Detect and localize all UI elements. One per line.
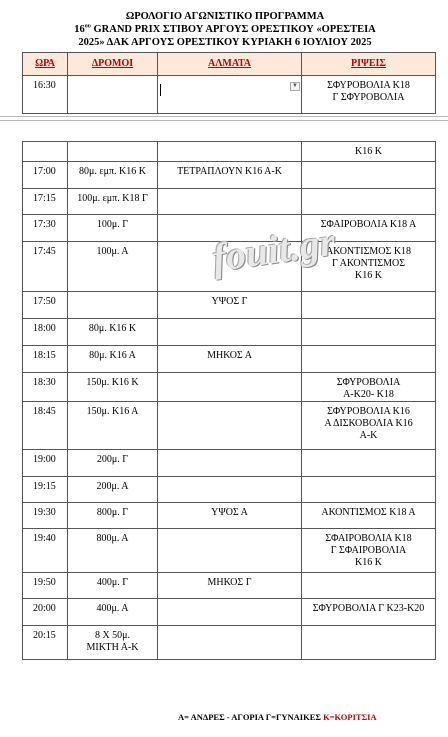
throws-cell xyxy=(302,292,436,319)
table-row xyxy=(23,373,436,402)
runs-cell: 150μ. Κ16 Α xyxy=(68,402,158,450)
legend xyxy=(178,712,377,722)
time-cell: 18:45 xyxy=(23,402,68,450)
time-cell: 19:40 xyxy=(23,529,68,573)
runs-cell: 80μ. Κ16 Κ xyxy=(68,319,158,346)
throws-cell: ΣΦΥΡΟΒΟΛΙΑ Γ Κ23-Κ20 xyxy=(302,599,436,626)
jumps-cell xyxy=(158,319,302,346)
throws-cell xyxy=(302,346,436,373)
schedule-table xyxy=(22,141,436,660)
throws-cell: ΣΦΥΡΟΒΟΛΙΑ Κ18 Γ ΣΦΥΡΟΒΟΛΙΑ xyxy=(302,76,436,114)
table-row xyxy=(23,346,436,373)
legend-men: Α= ΑΝΔΡΕΣ - ΑΓΟΡΙΑ xyxy=(178,712,264,722)
jumps-cell xyxy=(158,402,302,450)
time-cell: 17:30 xyxy=(23,215,68,242)
table-row xyxy=(23,477,436,503)
jumps-cell: ΥΨΟΣ Γ xyxy=(158,292,302,319)
jumps-cell xyxy=(158,373,302,402)
runs-cell xyxy=(68,76,158,114)
table-row xyxy=(23,162,436,189)
runs-cell: 100μ. εμπ. Κ18 Γ xyxy=(68,189,158,215)
time-cell: 16:30 xyxy=(23,76,68,114)
time-cell: 18:30 xyxy=(23,373,68,402)
time-cell: 17:15 xyxy=(23,189,68,215)
time-cell: 18:15 xyxy=(23,346,68,373)
table-row xyxy=(23,503,436,529)
time-cell: 17:45 xyxy=(23,242,68,292)
time-cell: 19:30 xyxy=(23,503,68,529)
table-row xyxy=(23,189,436,215)
dropdown-arrow-icon[interactable]: ▼ xyxy=(290,82,300,91)
time-cell: 19:00 xyxy=(23,450,68,477)
jumps-cell xyxy=(158,626,302,660)
title-line-1: ΩΡΟΛΟΓΙΟ ΑΓΩΝΙΣΤΙΚΟ ΠΡΟΓΡΑΜΜΑ xyxy=(125,11,325,22)
time-cell xyxy=(23,142,68,162)
time-cell: 20:15 xyxy=(23,626,68,660)
legend-women: Γ=ΓΥΝΑΙΚΕΣ xyxy=(265,712,321,722)
runs-cell: 200μ. Α xyxy=(68,477,158,503)
jumps-cell: ΥΨΟΣ Α xyxy=(158,503,302,529)
column-header-time: ΩΡΑ xyxy=(23,53,68,76)
table-row xyxy=(23,599,436,626)
jumps-cell xyxy=(158,599,302,626)
throws-cell xyxy=(302,162,436,189)
runs-cell: 400μ. Α xyxy=(68,599,158,626)
runs-cell: 100μ. Α xyxy=(68,242,158,292)
runs-cell: 100μ. Γ xyxy=(68,215,158,242)
time-cell: 17:50 xyxy=(23,292,68,319)
page-divider xyxy=(0,116,448,117)
title-line-2: $16^{o\upsilon}$ GRAND PRIX ΣΤΙΒΟΥ ΑΡΓΟΥΣ ΟΡΕΣΤΙΚΟΥ «ΟΡΕΣΤΕΙΑ xyxy=(74,23,376,35)
jumps-cell: ΜΗΚΟΣ Α xyxy=(158,346,302,373)
table-row xyxy=(23,142,436,162)
jumps-cell: ΜΗΚΟΣ Γ xyxy=(158,573,302,599)
table-row xyxy=(23,76,436,114)
throws-cell xyxy=(302,477,436,503)
runs-cell xyxy=(68,292,158,319)
runs-cell: 800μ. Α xyxy=(68,529,158,573)
schedule-header-table xyxy=(22,52,436,114)
column-header-throws: ΡΙΨΕΙΣ xyxy=(302,53,436,76)
jumps-cell xyxy=(158,477,302,503)
page-divider xyxy=(0,120,448,121)
jumps-cell xyxy=(158,529,302,573)
time-cell: 17:00 xyxy=(23,162,68,189)
table-row xyxy=(23,402,436,450)
runs-cell: 80μ. εμπ. Κ16 Κ xyxy=(68,162,158,189)
throws-cell: ΑΚΟΝΤΙΣΜΟΣ Κ18 Α xyxy=(302,503,436,529)
runs-cell: 200μ. Γ xyxy=(68,450,158,477)
throws-cell: ΑΚΟΝΤΙΣΜΟΣ Κ18 Γ ΑΚΟΝΤΙΣΜΟΣ Κ16 Κ xyxy=(302,242,436,292)
throws-cell xyxy=(302,319,436,346)
runs-cell: 150μ. Κ16 Κ xyxy=(68,373,158,402)
jumps-cell xyxy=(158,450,302,477)
runs-cell xyxy=(68,142,158,162)
throws-cell: ΣΦΥΡΟΒΟΛΙΑ Κ16 Α ΔΙΣΚΟΒΟΛΙΑ Κ16 Α-Κ xyxy=(302,402,436,450)
throws-cell xyxy=(302,450,436,477)
title-line-3: 2025» ΔΑΚ ΑΡΓΟΥΣ ΟΡΕΣΤΙΚΟΥ ΚΥΡΙΑΚΗ 6 ΙΟΥΛΙΟΥ 2025 xyxy=(78,37,372,48)
jumps-cell xyxy=(158,142,302,162)
table-row xyxy=(23,319,436,346)
throws-cell: ΣΦΑΙΡΟΒΟΛΙΑ Κ18 Α xyxy=(302,215,436,242)
runs-cell: 400μ. Γ xyxy=(68,573,158,599)
jumps-cell: ΤΕΤΡΑΠΛΟΥΝ Κ16 Α-Κ xyxy=(158,162,302,189)
time-cell: 18:00 xyxy=(23,319,68,346)
jumps-cell xyxy=(158,189,302,215)
table-row xyxy=(23,626,436,660)
runs-cell: 80μ. Κ16 Α xyxy=(68,346,158,373)
throws-cell xyxy=(302,189,436,215)
throws-cell xyxy=(302,573,436,599)
jumps-cell[interactable] xyxy=(158,76,302,114)
table-row xyxy=(23,573,436,599)
column-header-runs: ΔΡΟΜΟΙ xyxy=(68,53,158,76)
table-row xyxy=(23,292,436,319)
table-row xyxy=(23,529,436,573)
legend-girls: Κ=ΚΟΡΙΤΣΙΑ xyxy=(323,712,377,722)
time-cell: 19:50 xyxy=(23,573,68,599)
schedule-title xyxy=(20,10,430,49)
throws-cell: ΣΦΑΙΡΟΒΟΛΙΑ Κ18 Γ ΣΦΑΙΡΟΒΟΛΙΑ Κ16 Κ xyxy=(302,529,436,573)
throws-cell: Κ16 Κ xyxy=(302,142,436,162)
table-row xyxy=(23,450,436,477)
runs-cell: 8 Χ 50μ. ΜΙΚΤΗ Α-Κ xyxy=(68,626,158,660)
time-cell: 19:15 xyxy=(23,477,68,503)
column-header-row xyxy=(23,53,436,76)
throws-cell: ΣΦΥΡΟΒΟΛΙΑ Α-Κ20- Κ18 xyxy=(302,373,436,402)
runs-cell: 800μ. Γ xyxy=(68,503,158,529)
throws-cell xyxy=(302,626,436,660)
text-cursor xyxy=(160,84,161,96)
watermark: fouit.gr xyxy=(209,218,338,281)
time-cell: 20:00 xyxy=(23,599,68,626)
column-header-jumps: ΑΛΜΑΤΑ xyxy=(158,53,302,76)
